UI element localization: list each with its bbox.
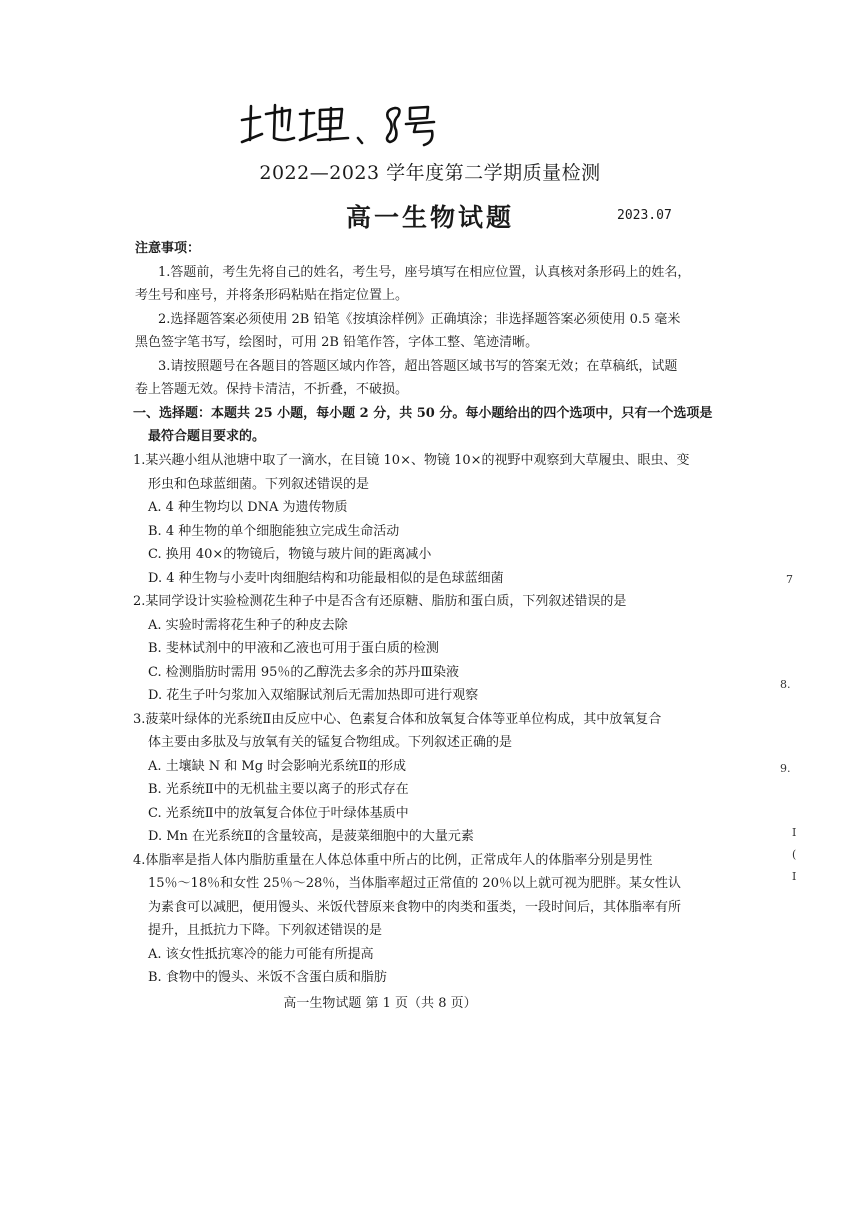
exam-title: 高一生物试题 <box>345 203 514 232</box>
notice-line: 1.答题前，考生先将自己的姓名，考生号，座号填写在相应位置，认真核对条形码上的姓名， <box>158 265 691 280</box>
edge-mark: I <box>792 826 797 839</box>
q2-stem: 2.某同学设计实验检测花生种子中是否含有还原糖、脂肪和蛋白质，下列叙述错误的是 <box>133 594 627 609</box>
q4-stem-cont: 15％～18％和女性 25％～28％，当体脂率超过正常值的 20％以上就可视为肥胖。某女性认 <box>148 876 681 891</box>
edge-mark: I <box>792 870 797 883</box>
q4-option-b: B. 食物中的馒头、米饭不含蛋白质和脂肪 <box>148 970 387 985</box>
q3-option-a: A. 土壤缺 N 和 Mg 时会影响光系统Ⅱ的形成 <box>148 759 407 774</box>
section-heading-cont: 最符合题目要求的。 <box>148 429 266 444</box>
section-heading: 一、选择题：本题共 25 小题，每小题 2 分，共 50 分。每小题给出的四个选项中，只有一个选项是 <box>133 406 713 421</box>
edge-mark: 8. <box>780 678 791 691</box>
handwriting-graphic <box>238 100 458 150</box>
q3-option-b: B. 光系统Ⅱ中的无机盐主要以离子的形式存在 <box>148 782 409 797</box>
q1-option-c: C. 换用 40×的物镜后，物镜与玻片间的距离减小 <box>148 547 432 562</box>
q1-stem-cont: 形虫和色球蓝细菌。下列叙述错误的是 <box>148 477 370 492</box>
notice-line: 黑色签字笔书写，绘图时，可用 2B 铅笔作答，字体工整、笔迹清晰。 <box>135 335 539 350</box>
exam-year-title: 2022—2023 学年度第二学期质量检测 <box>259 162 601 184</box>
notice-heading: 注意事项： <box>135 241 201 256</box>
q3-option-d: D. Mn 在光系统Ⅱ的含量较高，是菠菜细胞中的大量元素 <box>148 829 474 844</box>
q2-option-a: A. 实验时需将花生种子的种皮去除 <box>148 618 348 633</box>
q3-stem-cont: 体主要由多肽及与放氧有关的锰复合物组成。下列叙述正确的是 <box>148 735 513 750</box>
q4-stem-cont: 为素食可以减肥，便用馒头、米饭代替原来食物中的肉类和蛋类，一段时间后，其体脂率有所 <box>148 900 682 915</box>
edge-mark: 7 <box>786 573 793 586</box>
q2-option-c: C. 检测脂肪时需用 95％的乙醇洗去多余的苏丹Ⅲ染液 <box>148 665 459 680</box>
q1-option-b: B. 4 种生物的单个细胞能独立完成生命活动 <box>148 524 400 539</box>
q4-stem: 4.体脂率是指人体内脂肪重量在人体总体重中所占的比例，正常成年人的体脂率分别是男性 <box>133 853 653 868</box>
exam-date: 2023.07 <box>617 208 672 223</box>
edge-mark: ( <box>792 848 797 861</box>
notice-line: 2.选择题答案必须使用 2B 铅笔《按填涂样例》正确填涂；非选择题答案必须使用 0.5 毫米 <box>158 312 681 327</box>
q2-option-b: B. 斐林试剂中的甲液和乙液也可用于蛋白质的检测 <box>148 641 439 656</box>
q1-stem: 1.某兴趣小组从池塘中取了一滴水，在目镜 10×、物镜 10×的视野中观察到大草履虫、眼虫、变 <box>133 453 690 468</box>
notice-line: 卷上答题无效。保持卡清洁，不折叠，不破损。 <box>135 382 409 397</box>
q4-stem-cont: 提升，且抵抗力下降。下列叙述错误的是 <box>148 923 383 938</box>
notice-line: 3.请按照题号在各题目的答题区域内作答，超出答题区域书写的答案无效；在草稿纸，试题 <box>158 359 678 374</box>
handwritten-note <box>238 100 458 154</box>
q3-stem: 3.菠菜叶绿体的光系统Ⅱ由反应中心、色素复合体和放氧复合体等亚单位构成，其中放氧复合 <box>133 712 662 727</box>
q3-option-c: C. 光系统Ⅱ中的放氧复合体位于叶绿体基质中 <box>148 806 409 821</box>
q4-option-a: A. 该女性抵抗寒冷的能力可能有所提高 <box>148 947 374 962</box>
notice-line: 考生号和座号，并将条形码粘贴在指定位置上。 <box>135 288 409 303</box>
q1-option-d: D. 4 种生物与小麦叶肉细胞结构和功能最相似的是色球蓝细菌 <box>148 571 504 586</box>
q2-option-d: D. 花生子叶匀浆加入双缩脲试剂后无需加热即可进行观察 <box>148 688 479 703</box>
q1-option-a: A. 4 种生物均以 DNA 为遗传物质 <box>148 500 348 515</box>
page-footer: 高一生物试题 第 1 页（共 8 页） <box>283 996 477 1011</box>
edge-mark: 9. <box>780 762 791 775</box>
